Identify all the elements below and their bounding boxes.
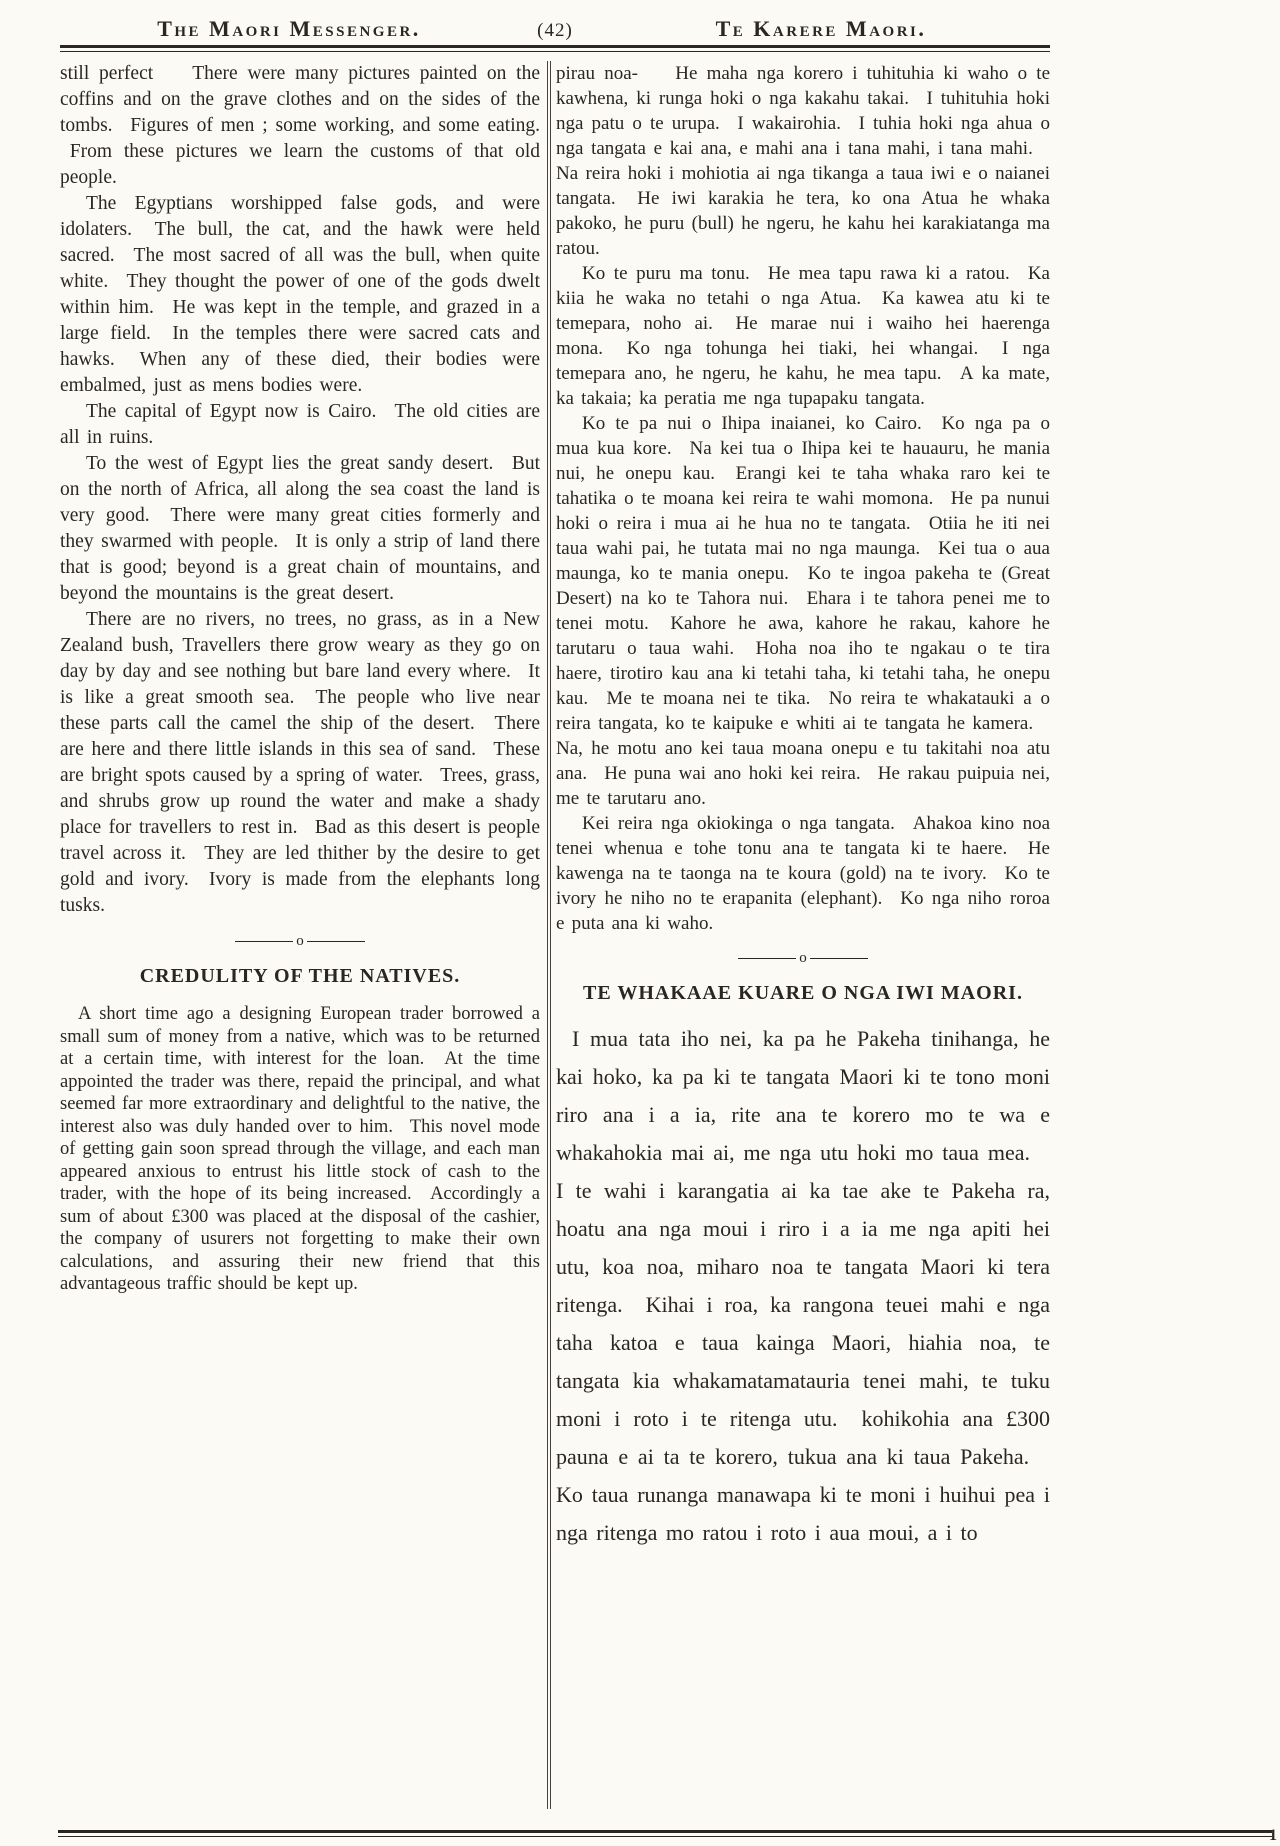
english-paragraph: To the west of Egypt lies the great sandy desert. But on the north of Africa, all along the sea coast the land is very good. There were many great cities formerly and they swarmed with people. It is only a strip of land there that is good; beyond is a great chain of mountains, and beyond the mountains is the great desert. (60, 453, 540, 604)
column-divider-rule (547, 61, 551, 1809)
page-corner-mark: 1 (1269, 1827, 1277, 1844)
maori-paragraph: Ko te pa nui o Ihipa inaianei, ko Cairo. Ko nga pa o mua kua kore. Na kei tua o Ihipa kei te hauauru, he mania nui, he onepu kau. Erangi kei te taha whaka raro kei te tahatika o te moana kei reira te wahi momona. He pa nunui hoki o reira i mua ai he hua no te tangata. Otiia he iti nei taua wahi pai, he tutata mai no nga maunga. Kei tua o aua maunga, ko te mania onepu. Ko te ingoa pakeha te (Great Desert) na ko te Tahora nui. Ehara i te tahora penei me to tenei motu. Kahore he awa, kahore he rakau, kahore he tarutaru o taua wahi. Hoha noa iho te ngakau o te tira haere, tirotiro kau ana ki tetahi taha, ki tetahi taha, he onepu kau. Me te moana nei te tika. No reira te whakatauki a o reira tangata, ko te kaipuke e whiti ai te tangata he kamera. Na, he motu ano kei taua moana onepu e tu takitahi noa atu ana. He puna wai ano hoki kei reira. He rakau puipuia nei, me te tarutaru ano. (556, 413, 1050, 809)
header-double-rule (60, 45, 1050, 52)
divider-ornament: o (296, 933, 304, 949)
section-divider (556, 952, 1050, 964)
maori-section-title: TE WHAKAAE KUARE O NGA IWI MAORI. (583, 982, 1023, 1004)
divider-rule-right (307, 941, 365, 942)
english-paragraph: still perfect There were many pictures painted on the coffins and on the grave clothes and on the sides of the tombs. Figures of men ; some working, and some eating. From these pictures we learn the customs of that old people. (60, 63, 540, 188)
maori-paragraph: I mua tata iho nei, ka pa he Pakeha tinihanga, he kai hoko, ka pa ki te tangata Maori ki te tono moni riro ana i a ia, rite ana te korero mo te wa e whakahokia mai ai, me nga utu hoki mo taua mea. I te wahi i karangatia ai ka tae ake te Pakeha ra, hoatu ana nga moui i riro i a ia me nga apiti hei utu, koa noa, miharo noa te tangata Maori ki tera ritenga. Kihai i roa, ka rangona teuei mahi e nga taha katoa e taua kainga Maori, hiahia noa, te tangata kia whakamatamatauria tenei mahi, te tuku moni i roto i te ritenga utu. kohikohia ana £300 pauna e ai ta te korero, tukua ana ki taua Pakeha. Ko taua runanga manawapa ki te moni i huihui pea i nga ritenga mo ratou i roto i aua moui, a i to (556, 1026, 1050, 1545)
maori-paragraph: pirau noa- He maha nga korero i tuhituhia ki waho o te kawhena, ki runga hoki o nga kakahu takai. I tuhituhia hoki nga patu o te urupa. I wakairohia. I tuhia hoki nga ahua o nga tangata e kai ana, e mahi ana i tana mahi, i tana mahi. Na reira hoki i mohiotia ai nga tikanga a taua iwi e o naianei tangata. He iwi karakia he tera, ko ona Atua he whaka pakoko, he puru (bull) he ngeru, he kahu hei karakiatanga ma ratou. (556, 63, 1050, 259)
english-paragraph: The capital of Egypt now is Cairo. The old cities are all in ruins. (60, 401, 540, 448)
english-paragraph: There are no rivers, no trees, no grass, as in a New Zealand bush, Travellers there grow weary as they go on day by day and see nothing but bare land every where. It is like a great smooth sea. The people who live near these parts call the camel the ship of the desert. There are here and there little islands in this sea of sand. These are bright spots caused by a spring of water. Trees, grass, and shrubs grow up round the water and make a shady place for travellers to rest in. Bad as this desert is people travel across it. They are led thither by the desire to get gold and ivory. Ivory is made from the elephants long tusks. (60, 609, 540, 916)
divider-rule-left (235, 941, 293, 942)
english-section-title: CREDULITY OF THE NATIVES. (139, 965, 461, 987)
masthead-title-english: The Maori Messenger. (157, 16, 421, 41)
masthead (60, 16, 1050, 42)
english-column (60, 61, 540, 1809)
english-paragraph: A short time ago a designing European trader borrowed a small sum of money from a native, which was to be returned at a certain time, with interest for the loan. At the time appointed the trader was there, repaid the principal, and what seemed far more extraordinary and delightful to the native, the interest also was duly handed over to him. This novel mode of getting gain soon spread through the village, and each man appeared anxious to entrust his little stock of cash to the trader, with the hope of its being increased. Accordingly a sum of about £300 was placed at the disposal of the cashier, the company of usurers not forgetting to make their own calculations, and assuring their new friend that this advantageous traffic should be kept up. (60, 1004, 540, 1294)
section-divider (60, 935, 540, 947)
page-number: (42) (537, 20, 573, 41)
footer-rule (58, 1830, 1272, 1837)
english-paragraph: The Egyptians worshipped false gods, and were idolaters. The bull, the cat, and the hawk were held sacred. The most sacred of all was the bull, when quite white. They thought the power of one of the gods dwelt within him. He was kept in the temple, and grazed in a large field. In the temples there were sacred cats and hawks. When any of these died, their bodies were embalmed, just as mens bodies were. (60, 193, 540, 396)
masthead-title-maori: Te Karere Maori. (715, 16, 927, 41)
maori-column (556, 61, 1050, 1809)
page-columns (60, 61, 1050, 1809)
divider-rule-left (738, 958, 796, 959)
maori-paragraph: Ko te puru ma tonu. He mea tapu rawa ki a ratou. Ka kiia he waka no tetahi o nga Atua. Ka kawea atu ki te temepara, noho ai. He marae nui i waiho hei haerenga mona. Ko nga tohunga hei tiaki, hei whangai. I nga temepara ano, he ngeru, he kahu, he mea tapu. A ka mate, ka takaia; ka peratia me nga tupapaku tangata. (556, 263, 1050, 409)
divider-ornament: o (799, 950, 807, 966)
maori-paragraph: Kei reira nga okiokinga o nga tangata. Ahakoa kino noa tenei whenua e tohe tonu ana te tangata ki te haere. He kawenga na te taonga na te koura (gold) na te ivory. Ko te ivory he niho no te erapanita (elephant). Ko nga niho roroa e puta ana ki waho. (556, 813, 1050, 934)
divider-rule-right (810, 958, 868, 959)
